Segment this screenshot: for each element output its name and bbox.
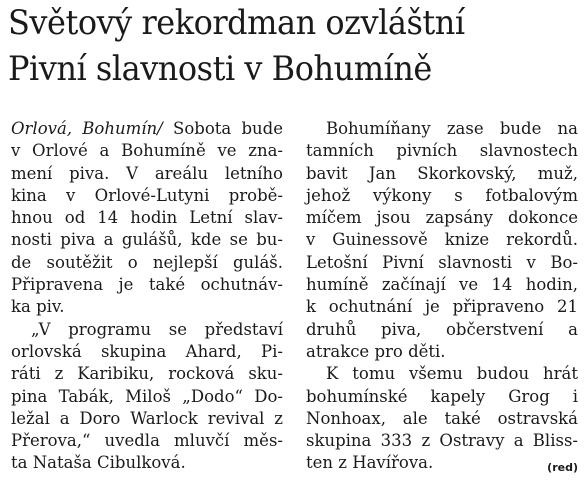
article-line: ráti z Karibiku, rocková sku- bbox=[11, 364, 283, 384]
article-line: bohumínské kapely Grog i bbox=[306, 386, 578, 406]
article-line: ležal a Doro Warlock revival z bbox=[11, 408, 283, 428]
article-line: nosti piva a gulášů, kde se bu- bbox=[11, 230, 283, 250]
article-line-text: Sobota bude bbox=[173, 119, 284, 138]
article-line-text: ten z Havířova. bbox=[306, 453, 434, 473]
article-line: atrakce pro děti. bbox=[306, 341, 446, 361]
headline-line-1: Světový rekordman ozvláštní bbox=[8, 3, 465, 43]
article-line: bavit Jan Skorkovský, muž, bbox=[306, 163, 578, 183]
article-line bbox=[306, 452, 578, 474]
article-line: hnou od 14 hodin Letní slav- bbox=[11, 208, 283, 228]
article-line: tamních pivních slavnostech bbox=[306, 141, 578, 161]
article-line: v Guinessově knize rekordů. bbox=[306, 230, 578, 250]
article-line: mení piva. V areálu letního bbox=[11, 163, 283, 183]
article-line: Bohumíňany zase bude na bbox=[326, 119, 578, 138]
article-line: de soutěžit o nejlepší guláš. bbox=[11, 252, 283, 272]
article-line: Nonhoax, ale také ostravská bbox=[306, 408, 578, 428]
article-line: k ochutnání je připraveno 21 bbox=[306, 297, 578, 317]
article-line: orlovská skupina Ahard, Pi- bbox=[11, 341, 283, 361]
article-line: humíně začínají ve 14 hodin, bbox=[306, 275, 578, 295]
article-line: míčem jsou zapsány dokonce bbox=[306, 208, 578, 228]
dateline: Orlová, Bohumín/ bbox=[11, 119, 163, 138]
article-line: ka piv. bbox=[11, 297, 65, 317]
article-line: „V programu se představí bbox=[31, 319, 283, 339]
article-line: Přerova,“ uvedla mluvčí měs- bbox=[11, 431, 283, 451]
article-line: jehož výkony s fotbalovým bbox=[306, 185, 578, 205]
author-signature: (red) bbox=[547, 461, 578, 475]
article-line: skupina 333 z Ostravy a Bliss- bbox=[306, 431, 578, 451]
article-line: pina Tabák, Miloš „Dodo“ Do- bbox=[11, 386, 283, 406]
right-column bbox=[306, 118, 578, 480]
left-column bbox=[11, 118, 283, 475]
article-line bbox=[11, 118, 283, 140]
article-line: v Orlové a Bohumíně ve zna- bbox=[11, 141, 283, 161]
article-line: kina v Orlové-Lutyni probě- bbox=[11, 185, 283, 205]
headline-line-2: Pivní slavnosti v Bohumíně bbox=[8, 49, 432, 89]
article-line: ta Nataša Cibulková. bbox=[11, 453, 186, 473]
article-line: druhů piva, občerstvení a bbox=[306, 319, 578, 339]
article-line: Letošní Pivní slavnosti v Bo- bbox=[306, 252, 578, 272]
article-line: K tomu všemu budou hrát bbox=[326, 364, 578, 384]
article-line: Připravena je také ochutnáv- bbox=[11, 275, 283, 295]
article-headline bbox=[8, 0, 544, 92]
